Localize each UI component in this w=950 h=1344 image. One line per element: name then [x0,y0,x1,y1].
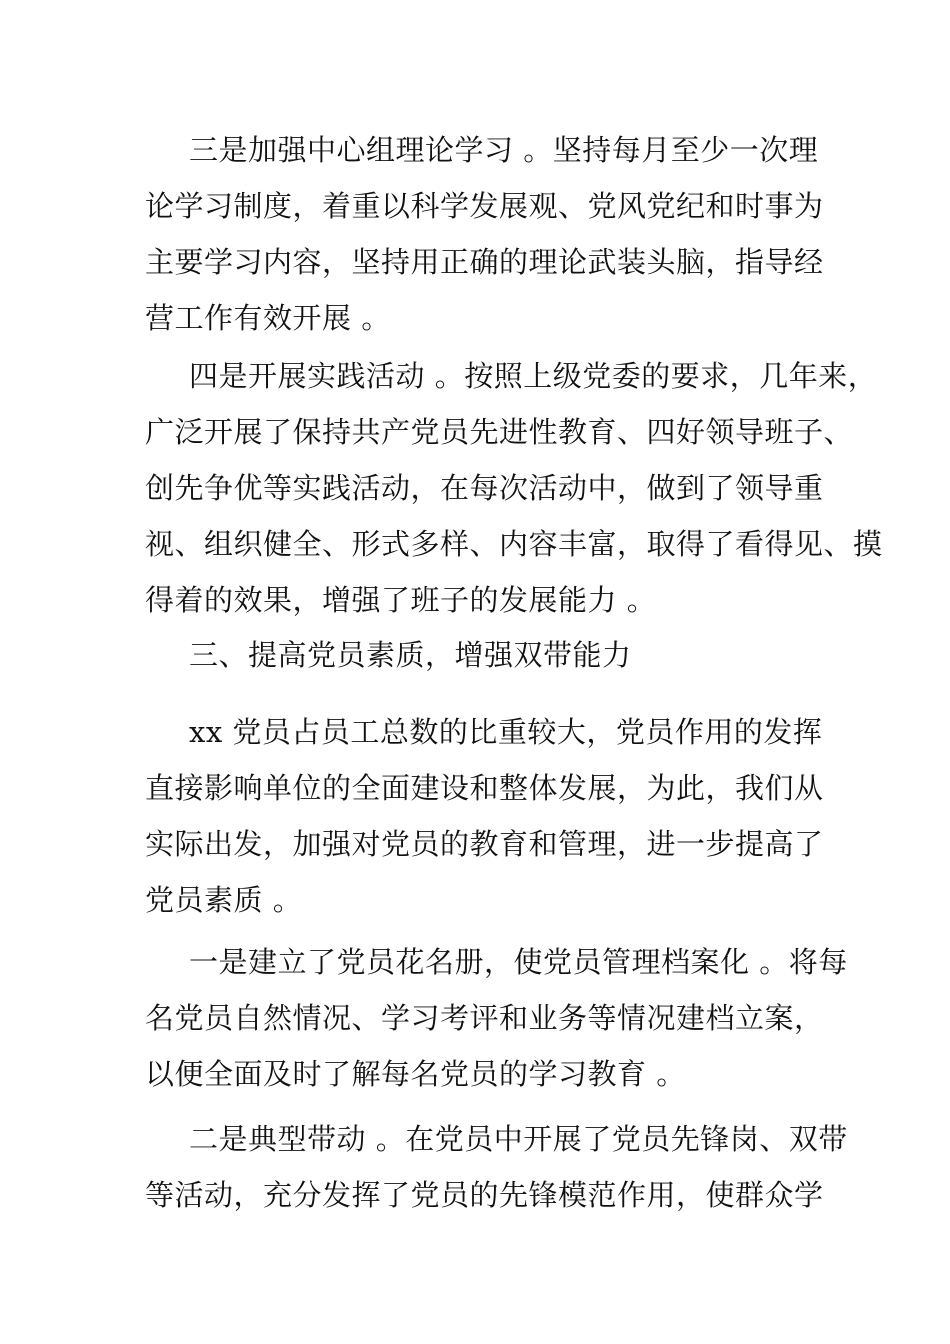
text-line: 主要学习内容，坚持用正确的理论武装头脑，指导经 [145,245,824,279]
paragraph-theory-study [145,122,825,346]
text-line: 直接影响单位的全面建设和整体发展，为此，我们从 [145,771,824,805]
text-line: 四是开展实践活动 。按照上级党委的要求，几年来， [189,359,878,393]
text-line: 三是加强中心组理论学习 。坚持每月至少一次理 [189,133,819,167]
section-heading [145,627,825,683]
paragraph-practice-activities [145,348,883,628]
paragraph-model-leading [145,1111,848,1223]
text-line: 一是建立了党员花名册，使党员管理档案化 。将每 [189,945,848,979]
text-line: 党员素质 。 [145,883,303,917]
text-line: 以便全面及时了解每名党员的学习教育 。 [145,1057,686,1091]
text-line: 广泛开展了保持共产党员先进性教育、四好领导班子、 [145,415,854,449]
heading-line: 三、提高党员素质，增强双带能力 [189,638,632,672]
paragraph-member-roster [145,934,848,1102]
text-line: 营工作有效开展 。 [145,301,391,335]
text-line: 论学习制度，着重以科学发展观、党风党纪和时事为 [145,189,824,223]
text-line: xx 党员占员工总数的比重较大，党员作用的发挥 [189,715,823,749]
text-line: 创先争优等实践活动，在每次活动中，做到了领导重 [145,471,824,505]
paragraph-member-quality [145,704,825,928]
text-line: 名党员自然情况、学习考评和业务等情况建档立案， [145,1001,824,1035]
text-line: 视、组织健全、形式多样、内容丰富，取得了看得见、摸 [145,527,883,561]
text-line: 实际出发，加强对党员的教育和管理，进一步提高了 [145,827,824,861]
text-line: 得着的效果，增强了班子的发展能力 。 [145,583,657,617]
text-line: 二是典型带动 。在党员中开展了党员先锋岗、双带 [189,1122,848,1156]
text-line: 等活动，充分发挥了党员的先锋模范作用，使群众学 [145,1178,824,1212]
